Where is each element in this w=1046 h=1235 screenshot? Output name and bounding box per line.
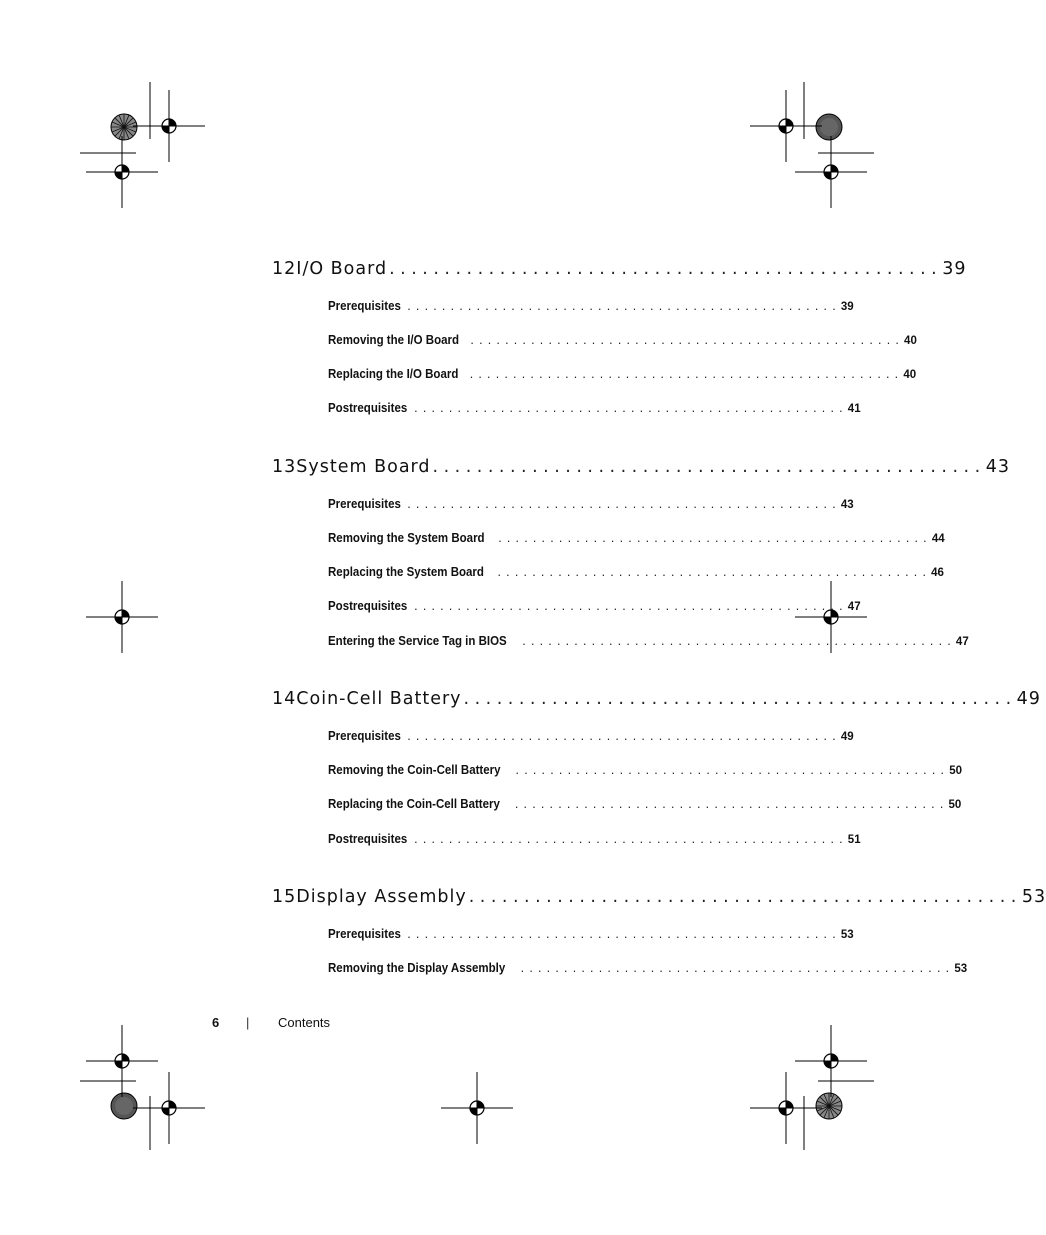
- toc-chapter[interactable]: [272, 259, 967, 279]
- section-title: Removing the Coin-Cell Battery: [328, 763, 501, 777]
- toc-section[interactable]: [328, 367, 917, 381]
- toc-section[interactable]: [328, 797, 962, 811]
- toc-section[interactable]: [328, 729, 854, 743]
- crosshair-mark-icon: [133, 1072, 205, 1144]
- section-title: Prerequisites: [328, 497, 401, 511]
- dot-leader: ..................................................: [497, 565, 932, 579]
- chapter-title: Coin-Cell Battery: [296, 689, 462, 709]
- section-page: 50: [949, 765, 962, 777]
- chapter-number: 12: [272, 259, 297, 279]
- chapter-number: 15: [272, 887, 297, 907]
- toc-section[interactable]: [328, 531, 945, 545]
- toc-section[interactable]: [328, 599, 861, 613]
- chapter-page: 53: [1021, 887, 1046, 907]
- section-title: Replacing the I/O Board: [328, 367, 459, 381]
- section-page: 40: [903, 369, 917, 381]
- dot-leader: ..................................................: [407, 927, 841, 941]
- toc-section[interactable]: [328, 832, 861, 846]
- footer-label: Contents: [278, 1015, 331, 1030]
- chapter-page: 43: [985, 457, 1010, 477]
- dot-leader: ..................................................: [389, 259, 943, 279]
- section-title: Removing the I/O Board: [328, 333, 459, 347]
- section-title: Postrequisites: [328, 599, 408, 613]
- toc-section[interactable]: [328, 927, 854, 941]
- crosshair-mark-icon: [750, 90, 822, 162]
- section-page: 51: [847, 834, 861, 846]
- footer-separator: |: [246, 1015, 250, 1030]
- chapter-title: Display Assembly: [296, 887, 467, 907]
- toc-chapter[interactable]: [272, 457, 1010, 477]
- section-page: 44: [931, 533, 945, 545]
- crosshair-mark-icon: [86, 136, 158, 208]
- starburst-mark-icon: [816, 114, 842, 140]
- dot-leader: ..................................................: [522, 634, 956, 648]
- dot-leader: ..................................................: [468, 887, 1022, 907]
- footer-page-number: 6: [212, 1015, 220, 1030]
- toc-section[interactable]: [328, 497, 854, 511]
- section-title: Replacing the System Board: [328, 565, 484, 579]
- dot-leader: ..................................................: [432, 457, 986, 477]
- dot-leader: ..................................................: [414, 599, 848, 613]
- chapter-number: 14: [272, 689, 297, 709]
- chapter-page: 49: [1016, 689, 1041, 709]
- dot-leader: ..................................................: [470, 333, 905, 347]
- dot-leader: ..................................................: [414, 401, 848, 415]
- section-title: Removing the System Board: [328, 531, 485, 545]
- chapter-page: 39: [942, 259, 967, 279]
- toc-section[interactable]: [328, 565, 944, 579]
- section-title: Removing the Display Assembly: [328, 961, 506, 975]
- crosshair-mark-icon: [795, 1025, 867, 1097]
- dot-leader: ..................................................: [414, 832, 848, 846]
- toc-section[interactable]: [328, 634, 969, 648]
- toc-section[interactable]: [328, 333, 917, 347]
- section-page: 41: [847, 403, 861, 415]
- dot-leader: ..................................................: [407, 729, 841, 743]
- section-page: 47: [955, 636, 969, 648]
- dot-leader: ..................................................: [407, 299, 841, 313]
- dot-leader: ..................................................: [520, 961, 955, 975]
- starburst-mark-icon: [111, 114, 137, 140]
- crosshair-mark-icon: [133, 90, 205, 162]
- chapter-title: System Board: [296, 457, 431, 477]
- crosshair-mark-icon: [86, 581, 158, 653]
- section-page: 46: [931, 567, 944, 579]
- section-page: 47: [847, 601, 861, 613]
- starburst-mark-icon: [111, 1093, 137, 1119]
- crosshair-mark-icon: [86, 1025, 158, 1097]
- section-title: Postrequisites: [328, 832, 408, 846]
- section-page: 49: [840, 731, 854, 743]
- dot-leader: ..................................................: [514, 797, 949, 811]
- section-page: 53: [954, 963, 968, 975]
- toc-section[interactable]: [328, 763, 962, 777]
- toc-section[interactable]: [328, 401, 861, 415]
- starburst-mark-icon: [816, 1093, 842, 1119]
- section-title: Entering the Service Tag in BIOS: [328, 634, 507, 648]
- section-page: 53: [840, 929, 854, 941]
- section-title: Prerequisites: [328, 927, 401, 941]
- chapter-number: 13: [272, 457, 297, 477]
- section-page: 40: [904, 335, 917, 347]
- section-title: Postrequisites: [328, 401, 408, 415]
- dot-leader: ..................................................: [498, 531, 932, 545]
- toc-section[interactable]: [328, 299, 854, 313]
- toc-chapter[interactable]: [272, 887, 1046, 907]
- toc-chapter[interactable]: [272, 689, 1041, 709]
- crosshair-mark-icon: [441, 1072, 513, 1144]
- dot-leader: ..................................................: [463, 689, 1017, 709]
- dot-leader: ..................................................: [407, 497, 841, 511]
- toc-section[interactable]: [328, 961, 968, 975]
- dot-leader: ..................................................: [515, 763, 950, 777]
- crosshair-mark-icon: [795, 136, 867, 208]
- section-page: 50: [948, 799, 962, 811]
- section-title: Prerequisites: [328, 729, 401, 743]
- dot-leader: ..................................................: [469, 367, 904, 381]
- section-title: Replacing the Coin-Cell Battery: [328, 797, 500, 811]
- section-title: Prerequisites: [328, 299, 401, 313]
- section-page: 43: [840, 499, 854, 511]
- section-page: 39: [840, 301, 854, 313]
- crosshair-mark-icon: [750, 1072, 822, 1144]
- chapter-title: I/O Board: [296, 259, 388, 279]
